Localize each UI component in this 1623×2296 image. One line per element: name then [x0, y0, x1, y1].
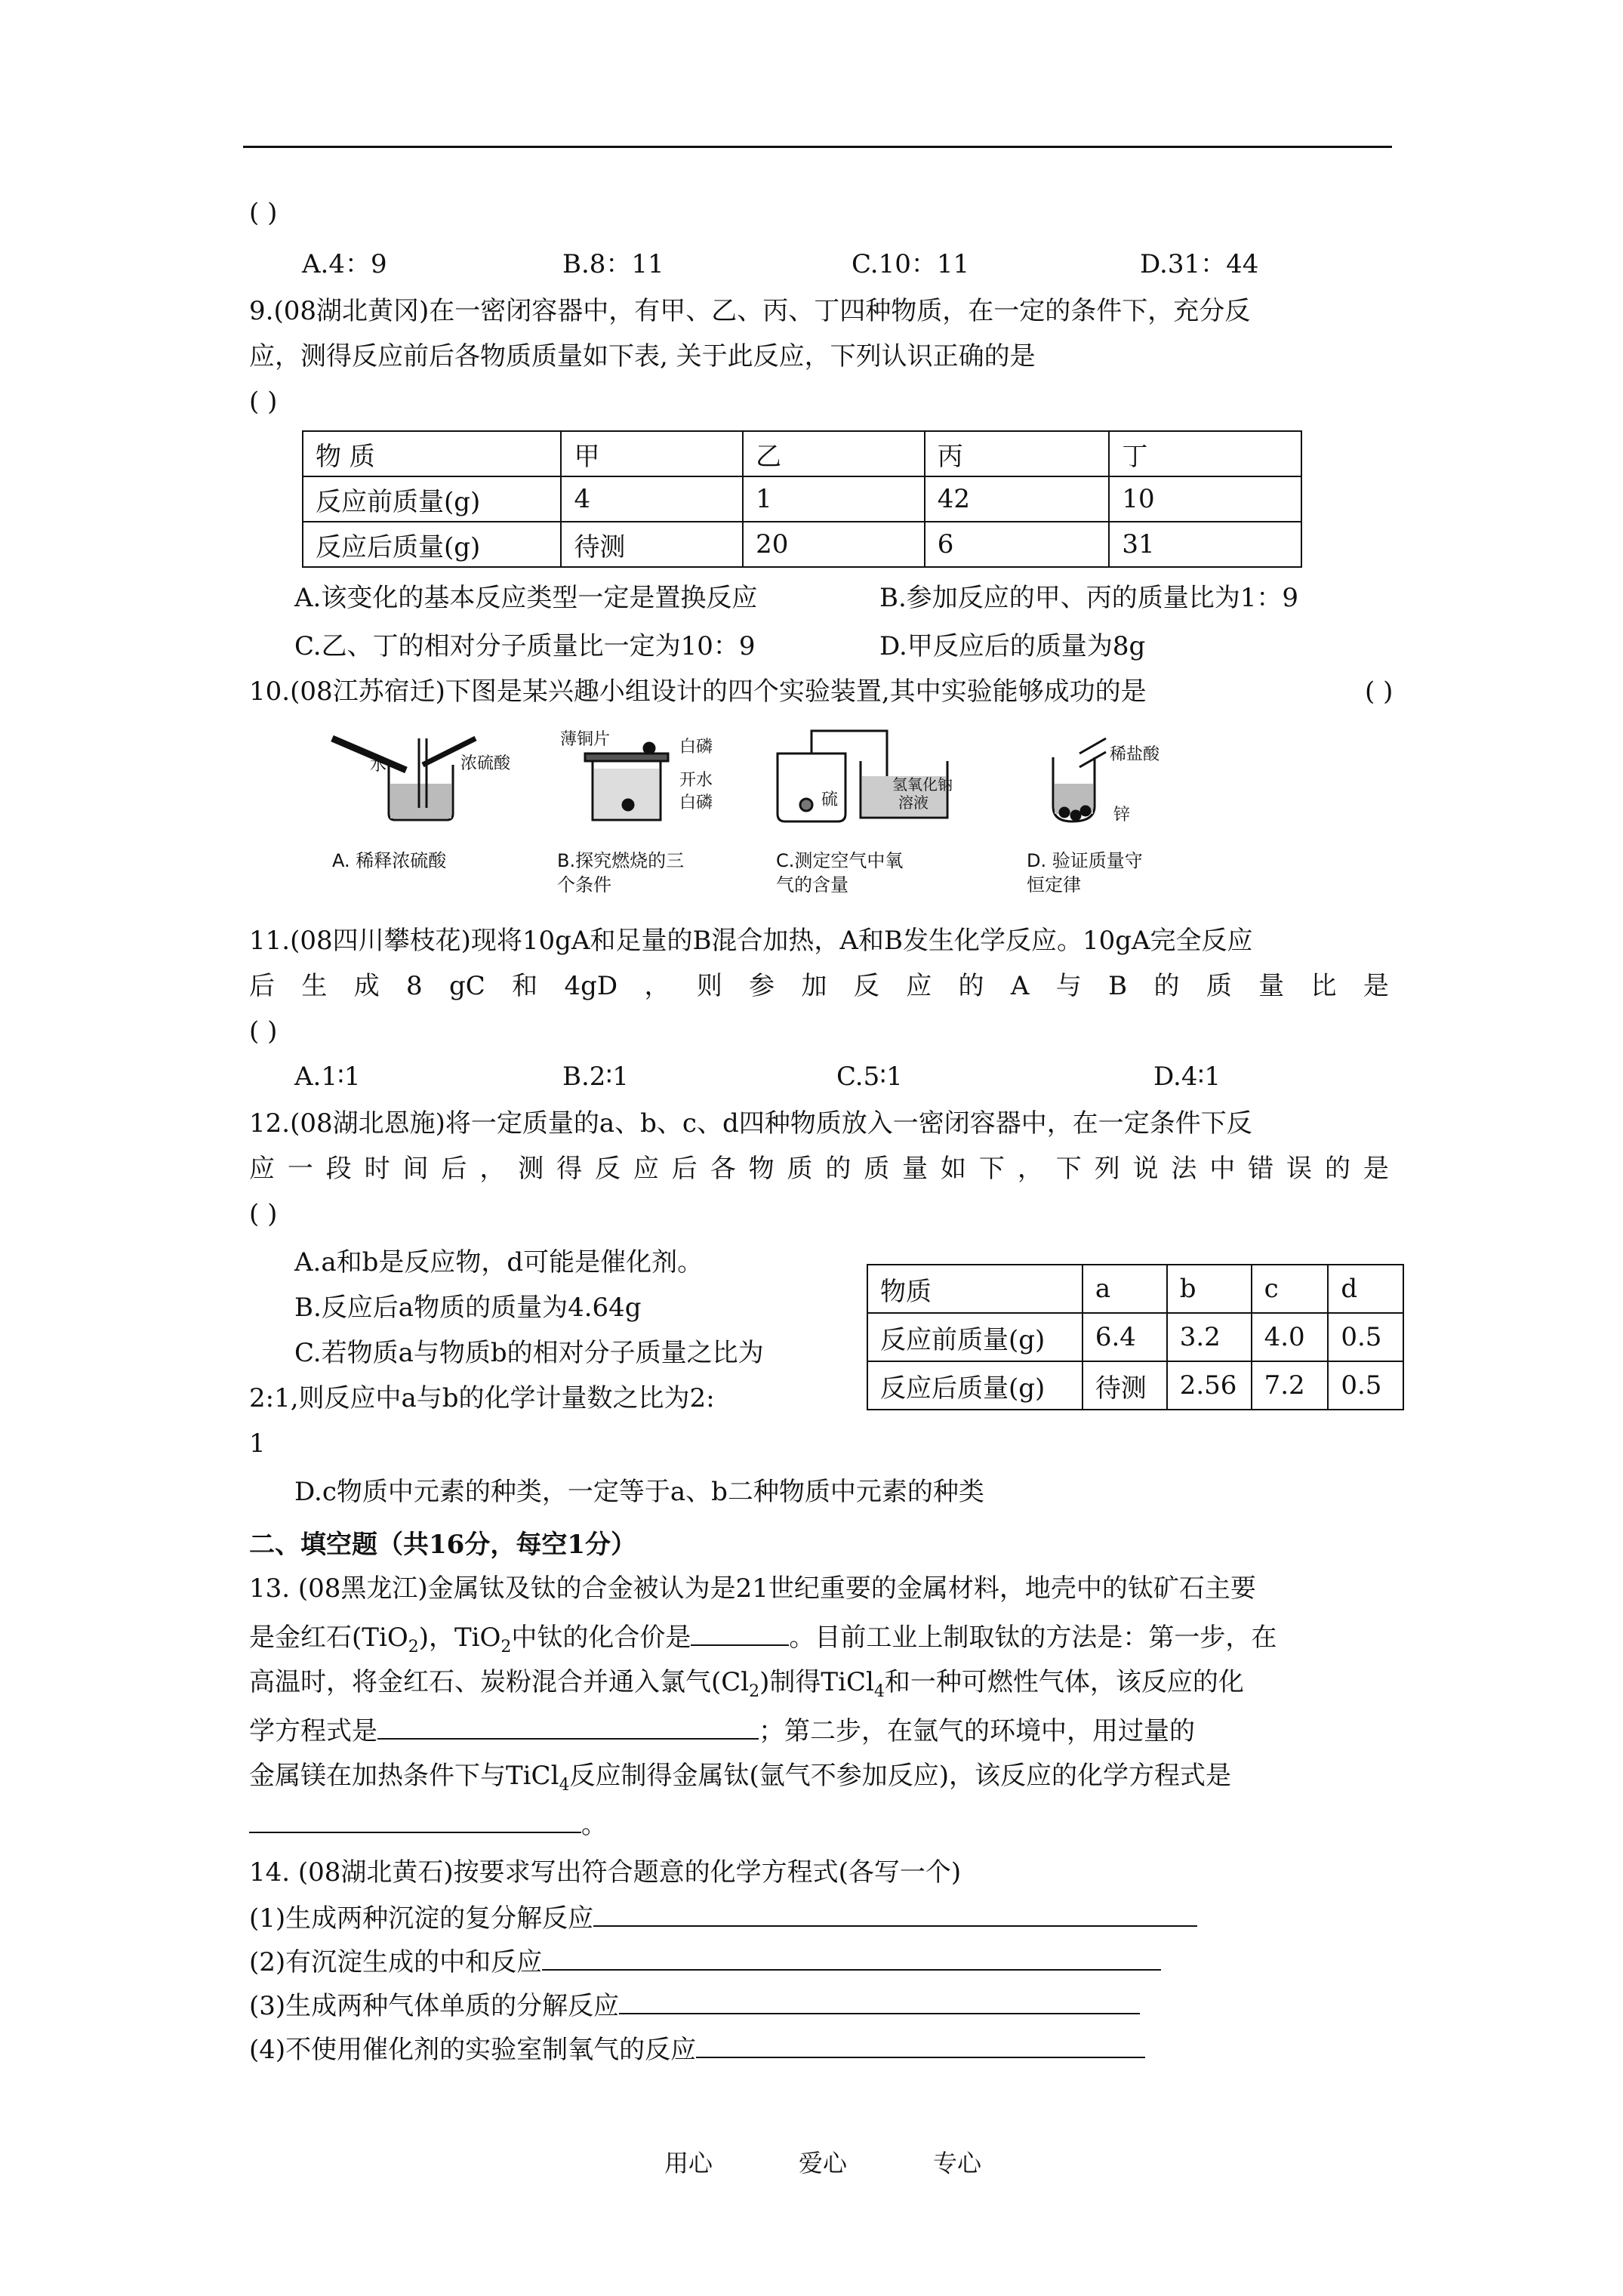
q8-answer-paren: ( ) [249, 198, 278, 228]
q12-word: 时 [364, 1154, 390, 1184]
apparatus-d [1053, 738, 1106, 821]
table-cell: 待测 [561, 522, 743, 567]
table-row [867, 1361, 1403, 1410]
q12-word: 一 [287, 1154, 313, 1184]
q12-word: 列 [1094, 1154, 1120, 1184]
q11-word: 比 [1310, 971, 1337, 1001]
q12-option-c-line1: C.若物质a与物质b的相对分子质量之比为 [294, 1338, 764, 1368]
subscript: 2 [408, 1637, 419, 1657]
q9-mass-table [302, 430, 1302, 568]
q8-option-d: D.31：44 [1140, 249, 1259, 279]
table-cell: 31 [1109, 522, 1301, 567]
footer-text: 专心 [932, 2149, 981, 2177]
q9-option-c: C.乙、丁的相对分子质量比一定为10：9 [294, 631, 756, 661]
q13-line6 [249, 1808, 607, 1840]
table-cell: 10 [1109, 476, 1301, 522]
apparatus-a [332, 738, 476, 820]
q11-word: 量 [1258, 971, 1285, 1001]
q11-word: gC [449, 971, 485, 1001]
q14-item-label: (3)生成两种气体单质的分解反应 [249, 1991, 620, 2021]
q13-text: 。目前工业上制取钛的方法是：第一步，在 [789, 1623, 1277, 1653]
figure-label: 白磷 [679, 738, 713, 757]
q9-stem-line1: 9.(08湖北黄冈)在一密闭容器中，有甲、乙、丙、丁四种物质，在一定的条件下，充分反 [249, 296, 1251, 326]
table-header-row [303, 431, 1301, 476]
footer-text: 用心 [664, 2149, 713, 2177]
q11-word: 的 [958, 971, 984, 1001]
q12-word: 物 [748, 1154, 775, 1184]
header-rule [243, 146, 1392, 148]
answer-blank-valence[interactable] [691, 1620, 789, 1646]
q9-answer-paren: ( ) [249, 387, 278, 417]
q12-option-c-line2: 2:1,则反应中a与b的化学计量数之比为2: [249, 1383, 715, 1413]
figure-label: 浓硫酸 [460, 754, 511, 773]
q10-stem: 10.(08江苏宿迁)下图是某兴趣小组设计的四个实验装置,其中实验能够成功的是 [249, 676, 1147, 707]
table-cell: 待测 [1083, 1361, 1167, 1410]
figure-label: 白磷 [679, 794, 713, 812]
figure-caption-d-1: D. 验证质量守 [1027, 850, 1143, 871]
q14-item-1 [249, 1901, 1197, 1934]
q12-word: 反 [595, 1154, 621, 1184]
q14-item-label: (2)有沉淀生成的中和反应 [249, 1947, 543, 1977]
q13-text: 高温时，将金红石、炭粉混合并通入氯气(Cl [249, 1667, 750, 1697]
figure-label: 水 [370, 756, 387, 775]
table-row [867, 1313, 1403, 1361]
table-cell: 42 [925, 476, 1110, 522]
q14-item-label: (4)不使用催化剂的实验室制氧气的反应 [249, 2035, 697, 2065]
figure-label: 锌 [1113, 806, 1131, 824]
figure-label: 开水 [679, 771, 713, 790]
q12-mass-table [867, 1264, 1404, 1410]
q9-option-b: B.参加反应的甲、丙的质量比为1：9 [879, 583, 1299, 613]
q13-text: 和一种可燃性气体，该反应的化 [884, 1667, 1244, 1697]
table-cell: 甲 [561, 431, 743, 476]
subscript: 2 [749, 1681, 760, 1701]
subscript: 2 [500, 1637, 512, 1657]
figure-label: 稀盐酸 [1110, 745, 1160, 764]
q11-option-c: C.5∶1 [836, 1062, 903, 1092]
q14-title: 14. (08湖北黄石)按要求写出符合题意的化学方程式(各写一个) [249, 1857, 962, 1888]
q11-word: 生 [301, 971, 328, 1001]
q13-line1: 13. (08黑龙江)金属钛及钛的合金被认为是21世纪重要的金属材料，地壳中的钛矿石主要 [249, 1573, 1256, 1604]
table-cell: 6.4 [1083, 1313, 1167, 1361]
q12-word: ， [479, 1154, 506, 1184]
table-cell: 4.0 [1252, 1313, 1329, 1361]
answer-blank-equation-2[interactable] [249, 1808, 581, 1833]
q8-option-b: B.8：11 [562, 249, 664, 279]
q11-word: B [1108, 971, 1128, 1001]
figure-caption-c-2: 气的含量 [776, 874, 848, 895]
table-row [303, 522, 1301, 567]
q12-word: 如 [941, 1154, 967, 1184]
q11-word: 应 [906, 971, 932, 1001]
page-footer [664, 2144, 981, 2179]
q11-word: 后 [249, 971, 275, 1001]
q11-option-d: D.4∶1 [1153, 1062, 1221, 1092]
q12-word: 下 [1055, 1154, 1082, 1184]
table-header-row [867, 1265, 1403, 1313]
q12-word: 质 [787, 1154, 813, 1184]
table-row [303, 476, 1301, 522]
table-cell: 物 质 [303, 431, 561, 476]
q11-word: 质 [1206, 971, 1232, 1001]
table-cell: 4 [561, 476, 743, 522]
q13-line3 [249, 1667, 1244, 1707]
q14-item-3 [249, 1989, 1140, 2021]
figure-label: 薄铜片 [560, 730, 611, 749]
q11-word: A [1010, 971, 1030, 1001]
subscript: 4 [873, 1681, 885, 1701]
q12-word: 段 [325, 1154, 352, 1184]
q11-option-b: B.2∶1 [562, 1062, 629, 1092]
q9-option-d: D.甲反应后的质量为8g [879, 631, 1146, 661]
q12-word: 说 [1132, 1154, 1159, 1184]
q9-option-a: A.该变化的基本反应类型一定是置换反应 [294, 583, 758, 613]
q12-word: 后 [671, 1154, 698, 1184]
figure-caption-d-2: 恒定律 [1027, 874, 1081, 895]
table-cell: 反应前质量(g) [867, 1313, 1083, 1361]
table-cell: 反应前质量(g) [303, 476, 561, 522]
table-cell: 乙 [743, 431, 925, 476]
table-cell: 丙 [925, 431, 1110, 476]
answer-blank[interactable] [619, 1989, 1140, 2014]
q11-word: 反 [853, 971, 879, 1001]
q13-line4 [249, 1714, 1195, 1746]
table-cell: 丁 [1109, 431, 1301, 476]
q13-text: 是金红石(TiO [249, 1623, 408, 1653]
q13-text: 反应制得金属钛(氩气不参加反应)，该反应的化学方程式是 [569, 1761, 1231, 1791]
q12-word: 各 [710, 1154, 736, 1184]
q12-word: 得 [556, 1154, 583, 1184]
q12-option-d: D.c物质中元素的种类，一定等于a、b二种物质中元素的种类 [294, 1477, 984, 1507]
q12-word: 量 [902, 1154, 929, 1184]
q13-line2 [249, 1620, 1277, 1663]
q14-item-4 [249, 2032, 1145, 2065]
q12-word: 的 [1324, 1154, 1350, 1184]
figure-caption-b-2: 个条件 [557, 874, 611, 895]
q12-word: 中 [1209, 1154, 1236, 1184]
q11-word: 8 [406, 971, 423, 1001]
q12-option-a: A.a和b是反应物，d可能是催化剂。 [294, 1247, 704, 1277]
q11-word: 的 [1153, 971, 1180, 1001]
q11-word: 加 [801, 971, 827, 1001]
q12-word: 间 [402, 1154, 429, 1184]
table-cell: 物质 [867, 1265, 1083, 1313]
q13-text: 。 [581, 1810, 607, 1840]
answer-blank[interactable] [593, 1901, 1197, 1927]
figure-label: 溶液 [898, 794, 929, 812]
figure-label: 硫 [821, 791, 839, 809]
table-cell: 1 [743, 476, 925, 522]
q12-word: 应 [249, 1154, 275, 1184]
answer-blank-equation-1[interactable] [377, 1714, 759, 1740]
q9-stem-line2: 应，测得反应前后各物质质量如下表, 关于此反应，下列认识正确的是 [249, 341, 1036, 371]
q11-word: 与 [1055, 971, 1082, 1001]
q12-word: 是 [1363, 1154, 1389, 1184]
apparatus-b [585, 743, 668, 820]
figure-caption-a: A. 稀释浓硫酸 [332, 850, 447, 871]
section-heading-fill-blank: 二、填空题（共16分，每空1分） [249, 1530, 636, 1560]
table-cell: 20 [743, 522, 925, 567]
q12-word: 质 [864, 1154, 890, 1184]
q12-stem-line1: 12.(08湖北恩施)将一定质量的a、b、c、d四种物质放入一密闭容器中，在一定条件下反 [249, 1108, 1252, 1139]
footer-text: 爱心 [798, 2149, 847, 2177]
answer-blank[interactable] [696, 2032, 1145, 2058]
q11-stem-line1: 11.(08四川攀枝花)现将10gA和足量的B混合加热，A和B发生化学反应。10gA完全反应 [249, 926, 1253, 956]
q12-word: 错 [1248, 1154, 1274, 1184]
table-cell: b [1167, 1265, 1252, 1313]
q12-word: 的 [825, 1154, 852, 1184]
q12-answer-paren: ( ) [249, 1199, 278, 1229]
q12-word: 下 [978, 1154, 1005, 1184]
table-cell: 反应后质量(g) [867, 1361, 1083, 1410]
q11-word: 参 [749, 971, 775, 1001]
answer-blank[interactable] [542, 1945, 1161, 1971]
q10-apparatus-figure [317, 723, 1223, 897]
q11-word: 则 [696, 971, 722, 1001]
table-cell: a [1083, 1265, 1167, 1313]
q12-word: 误 [1286, 1154, 1313, 1184]
q8-option-c: C.10：11 [852, 249, 970, 279]
table-cell: 3.2 [1167, 1313, 1252, 1361]
q12-word: 后 [441, 1154, 467, 1184]
table-cell: c [1252, 1265, 1329, 1313]
q13-text: 学方程式是 [249, 1716, 377, 1746]
q12-option-c-line3: 1 [249, 1428, 266, 1459]
q11-word: 成 [353, 971, 380, 1001]
q8-option-a: A.4：9 [302, 249, 387, 279]
q11-word: 是 [1363, 971, 1389, 1001]
q11-word: ， [644, 971, 670, 1001]
table-cell: d [1328, 1265, 1403, 1313]
q10-answer-paren: ( ) [1365, 676, 1394, 707]
q13-text: 金属镁在加热条件下与TiCl [249, 1761, 559, 1791]
q12-word: ， [1017, 1154, 1043, 1184]
q14-item-2 [249, 1945, 1161, 1977]
q12-word: 测 [518, 1154, 544, 1184]
q12-option-b: B.反应后a物质的质量为4.64g [294, 1293, 642, 1323]
subscript: 4 [559, 1775, 570, 1795]
table-cell: 0.5 [1328, 1361, 1403, 1410]
table-cell: 反应后质量(g) [303, 522, 561, 567]
q14-item-label: (1)生成两种沉淀的复分解反应 [249, 1903, 594, 1934]
table-cell: 6 [925, 522, 1110, 567]
q11-option-a: A.1∶1 [294, 1062, 361, 1092]
q11-stem-line2 [249, 971, 1389, 1001]
q13-text: ；第二步，在氩气的环境中，用过量的 [759, 1716, 1195, 1746]
q13-text: )，TiO [418, 1623, 501, 1653]
q11-answer-paren: ( ) [249, 1016, 278, 1046]
figure-caption-c-1: C.测定空气中氧 [776, 850, 904, 871]
table-cell: 2.56 [1167, 1361, 1252, 1410]
q11-word: 4gD [564, 971, 618, 1001]
q12-word: 应 [633, 1154, 659, 1184]
table-cell: 7.2 [1252, 1361, 1329, 1410]
q13-line5 [249, 1761, 1231, 1801]
q12-word: 法 [1171, 1154, 1197, 1184]
q12-stem-line2 [249, 1154, 1389, 1184]
figure-label: 氢氧化钠 [892, 775, 953, 794]
figure-caption-b-1: B.探究燃烧的三 [557, 850, 685, 871]
table-cell: 0.5 [1328, 1313, 1403, 1361]
q11-word: 和 [512, 971, 538, 1001]
q13-text: 中钛的化合价是 [511, 1623, 691, 1653]
q13-text: )制得TiCl [759, 1667, 874, 1697]
